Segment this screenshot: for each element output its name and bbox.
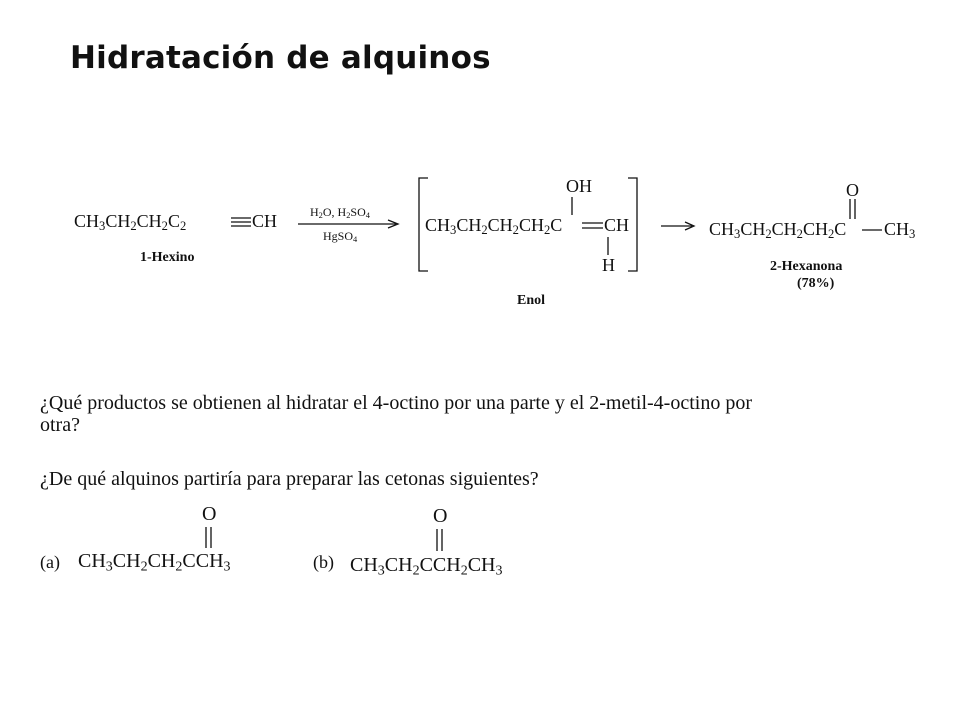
reaction-arrow-2-icon bbox=[661, 222, 694, 230]
question-1-line-1: ¿Qué productos se obtienen al hidratar el 4-octino por una parte y el 2-metil-4-octino por bbox=[40, 392, 752, 414]
ketone-a-formula: $CH_3CH_2CH_2CCH_3$ bbox=[78, 550, 231, 575]
reaction-arrow-1-icon bbox=[298, 220, 398, 228]
right-bracket-icon bbox=[628, 178, 637, 271]
triple-bond-icon bbox=[231, 218, 251, 226]
reactant-name: 1-Hexino bbox=[140, 250, 195, 265]
product-carbonyl-bond-icon bbox=[850, 199, 855, 219]
ketone-a-carbonyl-bond-icon bbox=[206, 527, 211, 548]
reaction-conditions-top: $H_2O$, $H_2SO_4$ bbox=[310, 205, 370, 221]
enol-double-bond-icon bbox=[582, 223, 603, 228]
product-name: 2-Hexanona bbox=[770, 259, 843, 274]
product-oxygen: O bbox=[846, 180, 859, 200]
ketone-b-label: (b) bbox=[313, 552, 334, 572]
product-formula: $CH_3CH_2CH_2CH_2C$ bbox=[709, 219, 847, 242]
enol-name: Enol bbox=[517, 293, 546, 308]
ketone-b-formula: $CH_3CH_2CCH_2CH_3$ bbox=[350, 554, 503, 579]
reactant-formula: $CH_3CH_2CH_2C_2$ bbox=[74, 211, 187, 234]
question-2: ¿De qué alquinos partiría para preparar las cetonas siguientes? bbox=[40, 468, 539, 490]
enol-h: H bbox=[602, 255, 615, 275]
ketone-b-carbonyl-bond-icon bbox=[437, 529, 442, 551]
page-title: Hidratación de alquinos bbox=[70, 40, 491, 76]
product-methyl: $CH_3$ bbox=[884, 219, 916, 242]
ketone-b-oxygen: O bbox=[433, 505, 448, 527]
left-bracket-icon bbox=[419, 178, 428, 271]
enol-formula: $CH_3CH_2CH_2CH_2C$ bbox=[425, 215, 563, 238]
enol-oh: OH bbox=[566, 176, 592, 196]
product-yield: (78%) bbox=[797, 276, 835, 291]
reactant-terminal: CH bbox=[252, 211, 278, 231]
reaction-conditions-bottom: HgSO$_4$ bbox=[323, 229, 358, 245]
ketone-a-oxygen: O bbox=[202, 503, 217, 525]
ketone-a-label: (a) bbox=[40, 552, 60, 572]
enol-ch: CH bbox=[604, 215, 630, 235]
question-1-line-2: otra? bbox=[40, 414, 80, 436]
